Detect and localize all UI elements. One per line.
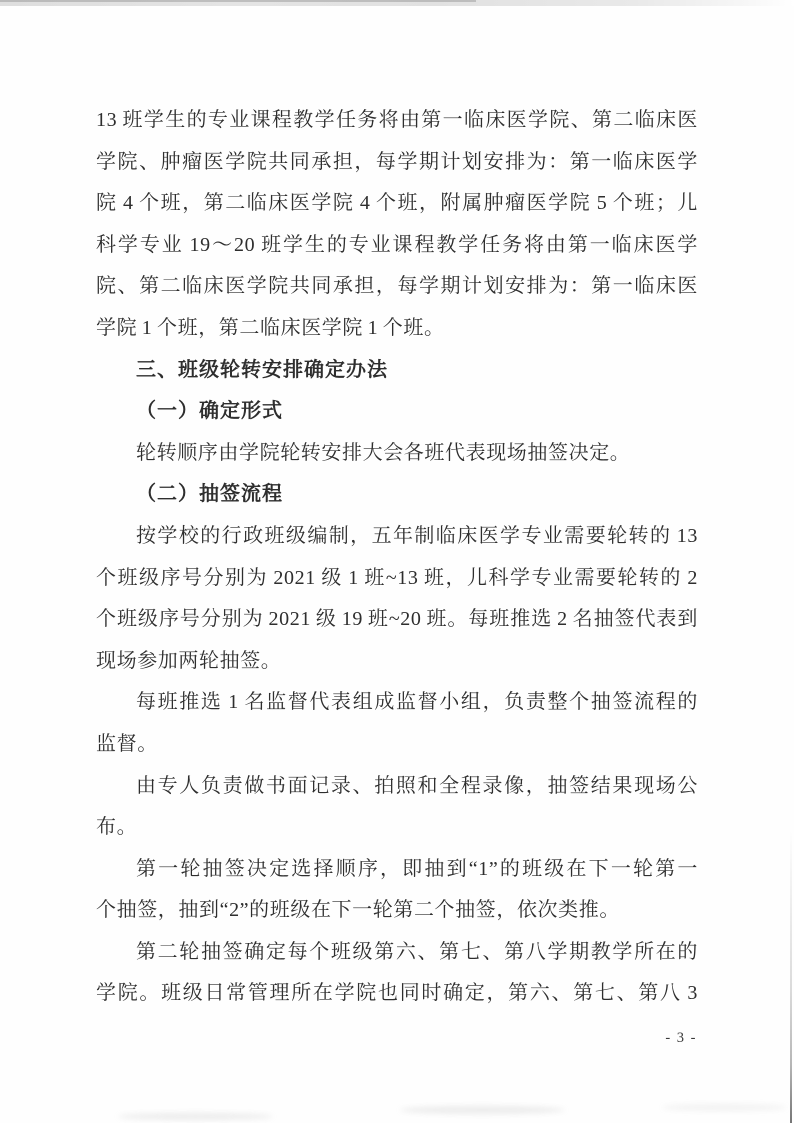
scan-bottom-smudge: [118, 1113, 273, 1120]
document-line: 由专人负责做书面记录、拍照和全程录像，抽签结果现场公: [136, 774, 698, 797]
document-line: 每班推选 1 名监督代表组成监督小组，负责整个抽签流程的: [136, 691, 698, 714]
subsection-heading: （二）抽签流程: [136, 483, 283, 506]
document-line: 个班级序号分别为 2021 级 1 班~13 班，儿科学专业需要轮转的 2: [96, 566, 698, 589]
document-line: 学院 1 个班，第二临床医学院 1 个班。: [96, 316, 445, 339]
section-heading: 三、班级轮转安排确定办法: [136, 358, 388, 381]
document-line: 学院。班级日常管理所在学院也同时确定，第六、第七、第八 3: [96, 982, 698, 1005]
scan-bottom-smudge: [662, 1104, 787, 1111]
subsection-heading: （一）确定形式: [136, 400, 283, 423]
document-line: 13 班学生的专业课程教学任务将由第一临床医学院、第二临床医: [96, 109, 698, 131]
document-line: 第一轮抽签决定选择顺序，即抽到“1”的班级在下一轮第一: [136, 857, 698, 880]
document-line: 现场参加两轮抽签。: [96, 649, 282, 672]
document-line: 个抽签，抽到“2”的班级在下一轮第二个抽签，依次类推。: [96, 899, 620, 922]
page-number: - 3 -: [665, 1030, 697, 1046]
scan-bottom-smudge: [400, 1106, 565, 1114]
document-line: 监督。: [96, 732, 158, 755]
document-line: 按学校的行政班级编制，五年制临床医学专业需要轮转的 13: [136, 524, 698, 547]
scan-top-edge-artifact: [0, 0, 794, 6]
document-line: 个班级序号分别为 2021 级 19 班~20 班。每班推选 2 名抽签代表到: [96, 608, 698, 631]
document-body: [96, 100, 698, 1015]
scan-right-edge-artifact: [790, 830, 792, 1123]
document-line: 布。: [96, 816, 138, 839]
document-line: 学院、肿瘤医学院共同承担，每学期计划安排为：第一临床医学: [96, 150, 698, 173]
document-line: 院 4 个班，第二临床医学院 4 个班，附属肿瘤医学院 5 个班；儿: [96, 192, 698, 215]
document-line: 院、第二临床医学院共同承担，每学期计划安排为：第一临床医: [96, 275, 698, 298]
document-line: 科学专业 19～20 班学生的专业课程教学任务将由第一临床医学: [96, 233, 698, 256]
document-line: 第二轮抽签确定每个班级第六、第七、第八学期教学所在的: [136, 940, 698, 963]
document-line: 轮转顺序由学院轮转安排大会各班代表现场抽签决定。: [136, 441, 631, 464]
